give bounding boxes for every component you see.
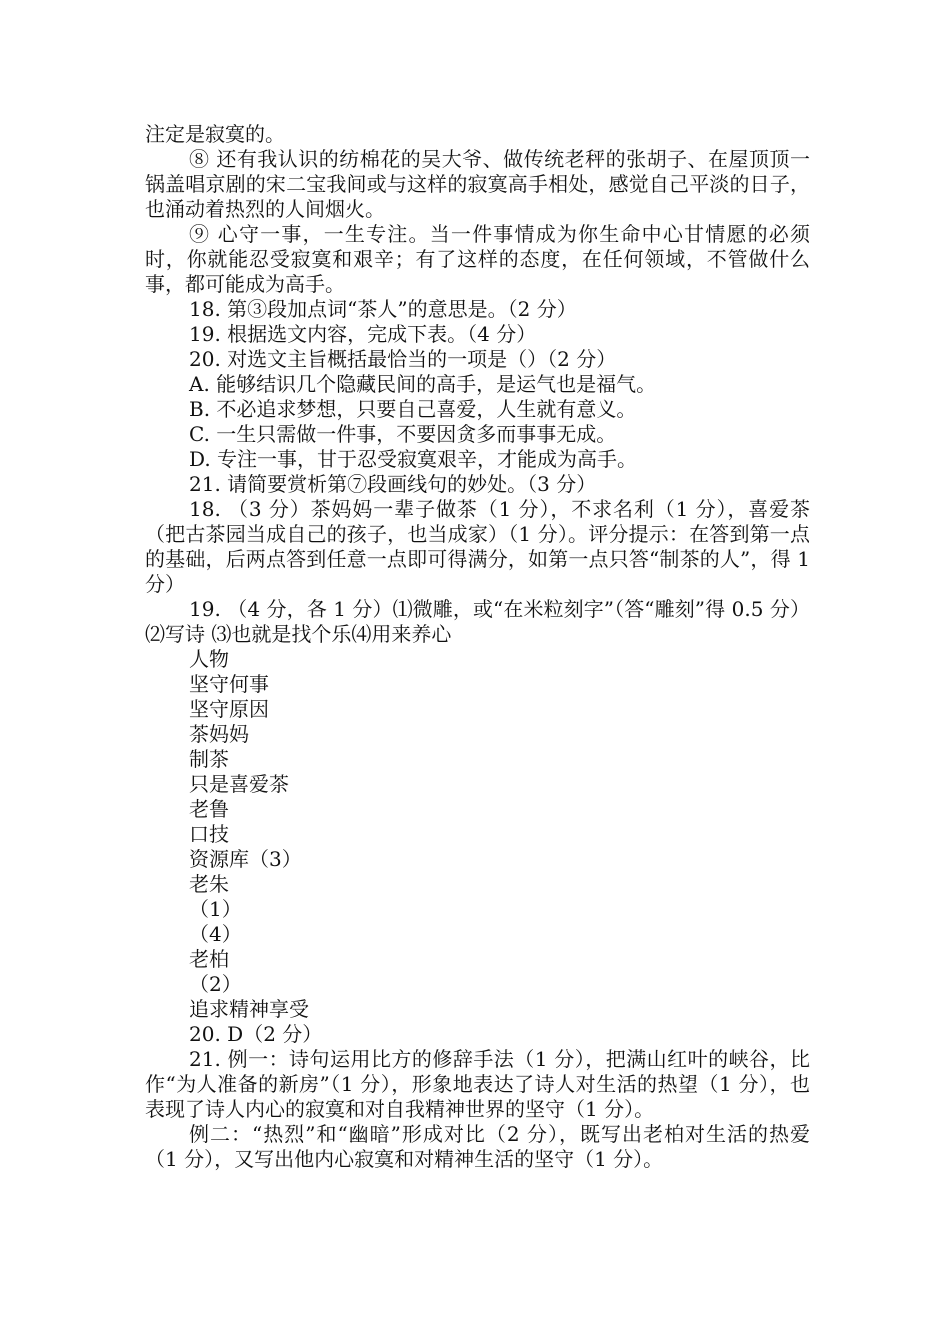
table-cell: 人物 [189, 647, 229, 671]
answer-21-example-1: 21. 例一：诗句运用比方的修辞手法（1 分），把满山红叶的峡谷，比作“为人准备的新房”（1 分），形象地表达了诗人对生活的热望（1 分），也表现了诗人内心的寂寞和对自我精神世界的坚守（1 分）。 [145, 1047, 810, 1121]
table-cell: 坚守原因 [189, 697, 269, 721]
table-cell: （2） [189, 972, 242, 996]
answer-18: 18. （3 分）茶妈妈一辈子做茶（1 分），不求名利（1 分），喜爱茶（把古茶园当成自己的孩子，也当成家）（1 分）。评分提示：在答到第一点的基础，后两点答到任意一点即可得满分，如第一点只答“制茶的人”，得 1 分） [145, 497, 810, 596]
table-cell: 老鲁 [189, 797, 229, 821]
answer-21-example-2: 例二：“热烈”和“幽暗”形成对比（2 分），既写出老柏对生活的热爱（1 分），又写出他内心寂寞和对精神生活的坚守（1 分）。 [145, 1122, 810, 1171]
table-cell: 口技 [189, 822, 229, 846]
table-cell: 追求精神享受 [189, 997, 309, 1021]
passage-paragraph-9: ⑨ 心守一事，一生专注。当一件事情成为你生命中心甘情愿的必须时，你就能忍受寂寞和艰辛；有了这样的态度，在任何领域，不管做什么事，都可能成为高手。 [145, 222, 810, 296]
question-18: 18. 第③段加点词“茶人”的意思是。（2 分） [189, 297, 577, 321]
question-19: 19. 根据选文内容，完成下表。（4 分） [189, 322, 537, 346]
table-cell: 老柏 [189, 947, 229, 971]
question-20-option-c: C. 一生只需做一件事，不要因贪多而事事无成。 [189, 422, 617, 446]
question-21: 21. 请简要赏析第⑦段画线句的妙处。（3 分） [189, 472, 597, 496]
passage-paragraph-8: ⑧ 还有我认识的纺棉花的吴大爷、做传统老秤的张胡子、在屋顶顶一锅盖唱京剧的宋二宝我间或与这样的寂寞高手相处，感觉自己平淡的日子，也涌动着热烈的人间烟火。 [145, 147, 810, 221]
table-cell: 只是喜爱茶 [189, 772, 289, 796]
answer-19: 19. （4 分，各 1 分）⑴微雕，或“在米粒刻字”（答“雕刻”得 0.5 分） ⑵写诗 ⑶也就是找个乐⑷用来养心 [145, 597, 810, 646]
table-cell: （1） [189, 897, 242, 921]
answer-20: 20. D（2 分） [189, 1022, 323, 1046]
table-cell: （4） [189, 922, 242, 946]
table-cell: 老朱 [189, 872, 229, 896]
document-page [145, 122, 810, 1172]
table-cell: 制茶 [189, 747, 229, 771]
question-20-option-d: D. 专注一事，甘于忍受寂寞艰辛，才能成为高手。 [189, 447, 638, 471]
question-20-option-a: A. 能够结识几个隐藏民间的高手，是运气也是福气。 [189, 372, 657, 396]
table-cell: 坚守何事 [189, 672, 269, 696]
passage-paragraph-end: 注定是寂寞的。 [145, 122, 285, 146]
table-cell: 茶妈妈 [189, 722, 249, 746]
table-cell: 资源库（3） [189, 847, 302, 871]
question-20: 20. 对选文主旨概括最恰当的一项是（）（2 分） [189, 347, 617, 371]
question-20-option-b: B. 不必追求梦想，只要自己喜爱，人生就有意义。 [189, 397, 637, 421]
